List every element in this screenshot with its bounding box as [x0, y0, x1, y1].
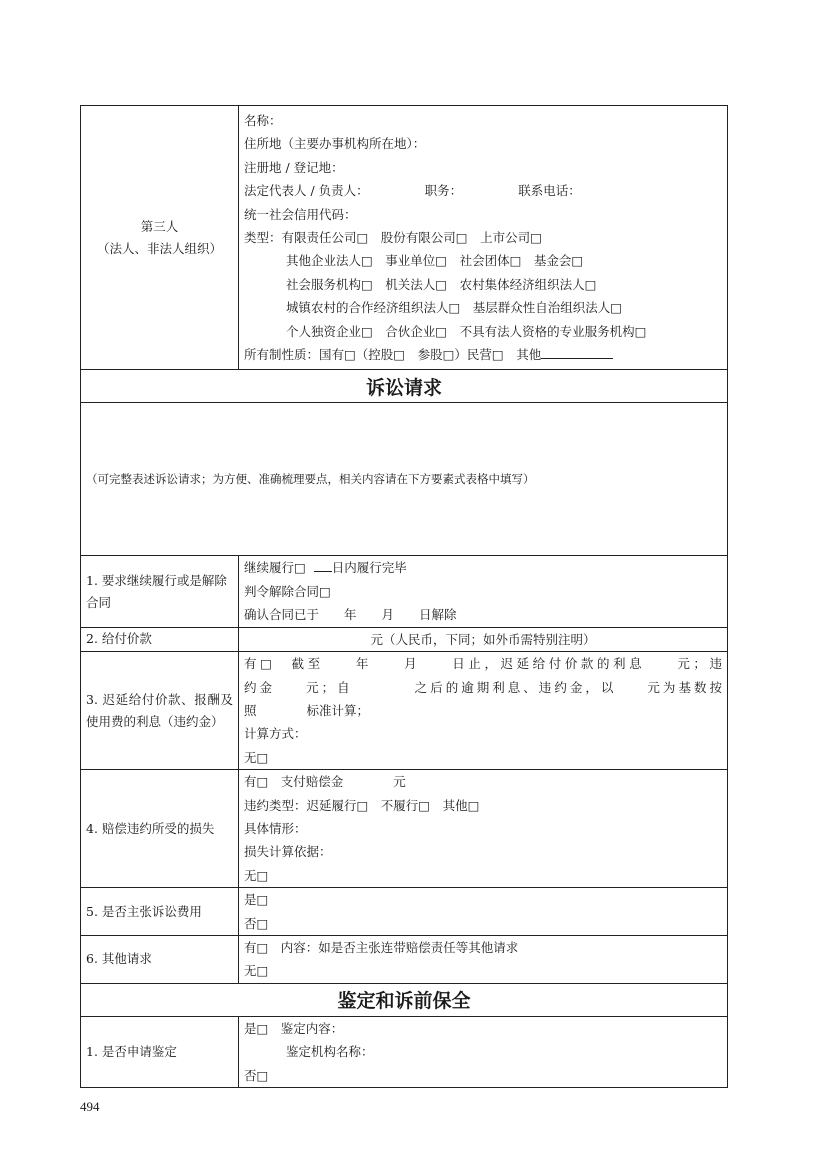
claim-5-line2: 否□ [244, 915, 269, 931]
claim-2-label: 2. 给付价款 [81, 627, 239, 651]
position-field: 职务： [424, 183, 463, 199]
third-party-label-line2: （法人、非法人组织） [96, 240, 222, 256]
claim-5-value [239, 888, 728, 936]
claim-3-line3: 照 标准计算； [244, 702, 370, 718]
claim-4-line2: 违约类型：迟延履行□ 不履行□ 其他□ [244, 797, 480, 813]
appraisal-section-title: 鉴定和诉前保全 [81, 983, 728, 1016]
representative-field: 法定代表人 / 负责人： [244, 183, 369, 199]
appraisal-row-1 [81, 1016, 728, 1087]
type-line-3: 社会服务机构□ 机关法人□ 农村集体经济组织法人□ [286, 276, 597, 292]
claims-note-row [81, 403, 728, 556]
type-line-1: 类型：有限责任公司□ 股份有限公司□ 上市公司□ [244, 230, 542, 246]
appraisal-section-row [81, 983, 728, 1016]
claim-4-line3: 具体情形： [244, 820, 307, 836]
claim-row-3 [81, 652, 728, 770]
claim-2-value: 元（人民币，下同；如外币需特别注明） [239, 627, 728, 651]
ownership-line [244, 343, 722, 366]
claims-section-row [81, 370, 728, 403]
representative-line [244, 179, 722, 202]
third-party-label [81, 106, 239, 370]
claim-3-line2: 约金 元；自 之后的逾期利息、违约金，以 元为基数按 [244, 679, 722, 695]
claim-6-line1: 有□ 内容：如是否主张连带赔偿责任等其他请求 [244, 939, 519, 955]
appraisal-1-line2: 鉴定机构名称： [286, 1044, 374, 1060]
claim-3-line5: 无□ [244, 749, 269, 765]
registration-field: 注册地 / 登记地： [244, 159, 344, 175]
claim-6-label: 6. 其他请求 [81, 935, 239, 983]
type-line-5: 个人独资企业□ 合伙企业□ 不具有法人资格的专业服务机构□ [286, 323, 647, 339]
claim-3-label [81, 652, 239, 770]
ownership-field: 所有制性质：国有□（控股□ 参股□）民营□ 其他 [244, 347, 542, 363]
third-party-fields [239, 106, 728, 370]
days-text: 日内履行完毕 [331, 560, 407, 576]
claim-row-1 [81, 556, 728, 627]
claim-3-line1: 有□ 截至 年 月 日止，迟延给付价款的利息 元；违 [244, 656, 722, 672]
third-party-row [81, 106, 728, 370]
appraisal-1-value [239, 1016, 728, 1087]
days-blank [314, 559, 332, 572]
claims-note: （可完整表述诉讼请求；为方便、准确梳理要点，相关内容请在下方要素式表格中填写） [81, 403, 728, 556]
name-field: 名称： [244, 113, 282, 128]
claim-1-line2: 判令解除合同□ [244, 583, 331, 599]
claims-section-title: 诉讼请求 [81, 370, 728, 403]
claim-row-4 [81, 770, 728, 888]
type-line-2: 其他企业法人□ 事业单位□ 社会团体□ 基金会□ [286, 253, 584, 269]
claim-4-line4: 损失计算依据： [244, 844, 332, 860]
claim-1-label: 1. 要求继续履行或是解除合同 [81, 556, 239, 627]
claim-4-label: 4. 赔偿违约所受的损失 [81, 770, 239, 888]
claim-4-line1: 有□ 支付赔偿金 元 [244, 774, 406, 790]
claim-3-value [239, 652, 728, 770]
continue-performance-option: 继续履行□ [244, 560, 306, 576]
claim-1-line1 [244, 556, 722, 579]
claim-6-line2: 无□ [244, 963, 269, 979]
claim-5-line1: 是□ [244, 892, 269, 908]
phone-field: 联系电话： [518, 183, 581, 199]
claim-3-line4: 计算方式： [244, 726, 307, 742]
appraisal-1-line3: 否□ [244, 1067, 269, 1083]
claim-row-5 [81, 888, 728, 936]
claim-4-value [239, 770, 728, 888]
other-blank [541, 346, 613, 359]
appraisal-1-label: 1. 是否申请鉴定 [81, 1016, 239, 1087]
appraisal-1-line1: 是□ 鉴定内容： [244, 1020, 344, 1036]
third-party-label-line1: 第三人 [140, 218, 179, 234]
type-line-4: 城镇农村的合作经济组织法人□ 基层群众性自治组织法人□ [286, 300, 623, 316]
claim-row-6 [81, 935, 728, 983]
address-field: 住所地（主要办事机构所在地）： [244, 136, 426, 152]
claim-4-line5: 无□ [244, 867, 269, 883]
claim-row-2 [81, 627, 728, 651]
claim-6-value [239, 935, 728, 983]
page-number: 494 [80, 1099, 100, 1114]
credit-code-field: 统一社会信用代码： [244, 206, 357, 222]
claim-1-value [239, 556, 728, 627]
claim-1-line3: 确认合同已于 年 月 日解除 [244, 607, 457, 623]
complaint-form-table [80, 105, 728, 1088]
claim-3-label-text: 3. 迟延给付价款、报酬及使用费的利息（违约金） [86, 691, 233, 729]
claim-5-label: 5. 是否主张诉讼费用 [81, 888, 239, 936]
